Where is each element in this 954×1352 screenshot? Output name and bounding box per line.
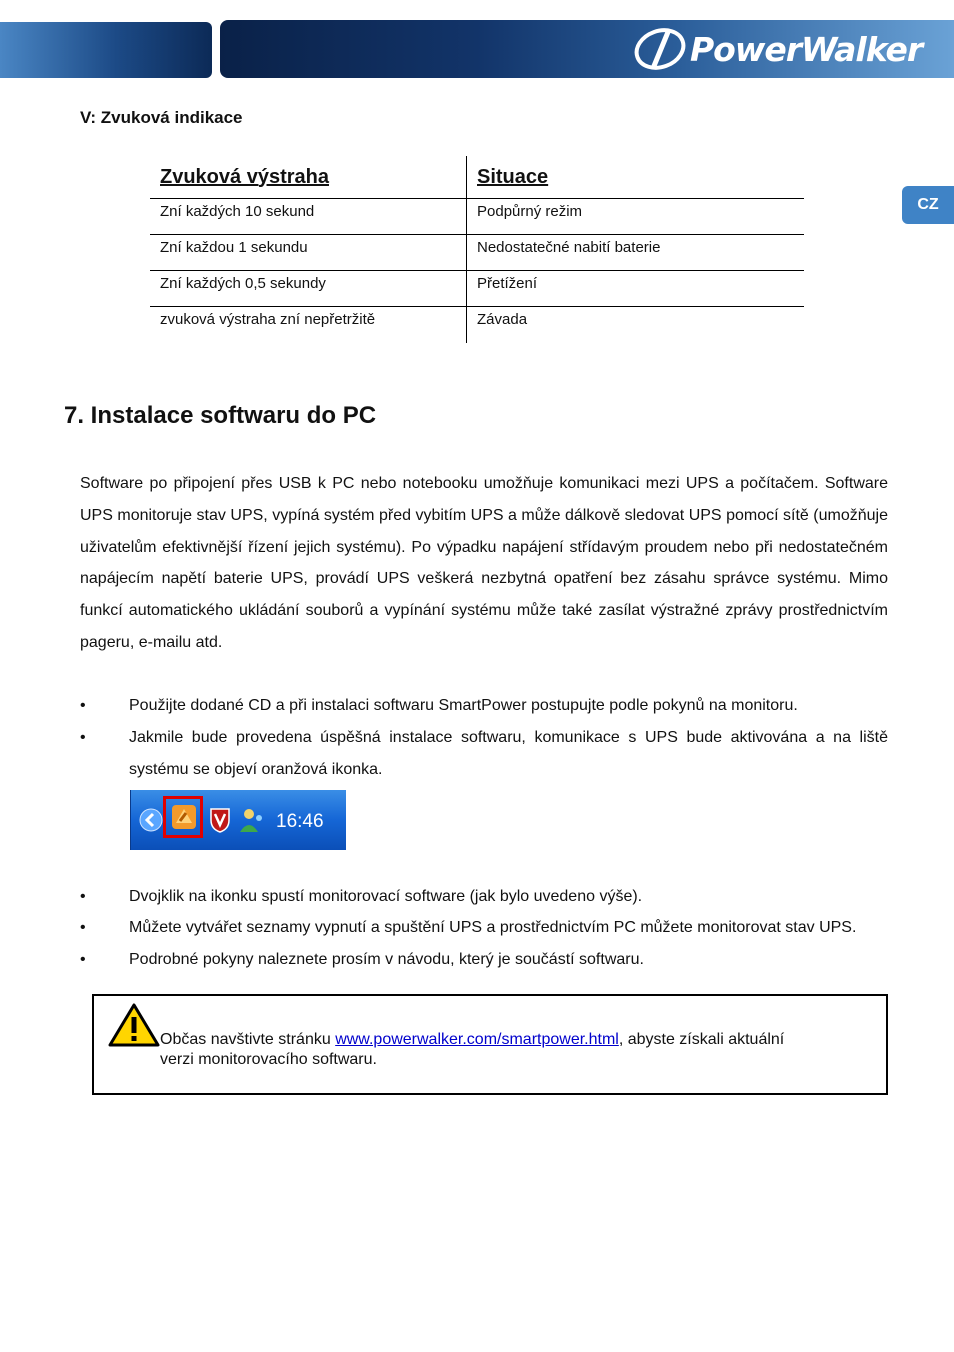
ups-tray-icon-highlight[interactable] [163, 796, 203, 838]
notice-text-after: , abyste získali aktuální [618, 1031, 785, 1048]
network-user-icon [237, 806, 265, 834]
list-item [80, 881, 888, 913]
list-item [80, 690, 888, 722]
notice-box [92, 994, 888, 1095]
system-tray-screenshot [130, 790, 346, 850]
list-item [80, 944, 888, 976]
page-header [0, 20, 954, 78]
table-row [150, 307, 804, 343]
intro-paragraph: Software po připojení přes USB k PC nebo notebooku umožňuje komunikaci mezi UPS a počítačem. Software UPS monitoruje stav UPS, vypíná systém před vybitím UPS a může dálkově sledovat UPS pomocí sítě (umožňuje uživatelům efektivnější řízení jejich systému). Po výpadku napájení střídavým proudem nebo při nedostatečném napájecím napětí baterie UPS, provádí UPS veškerá nezbytná opatření bez zásahu správce systému. Mimo funkcí automatického ukládání souborů a vypínání systému může také zasílat výstražné zprávy prostřednictvím pageru, e-mailu atd. [80, 475, 888, 651]
table-cell: Nedostatečné nabití baterie [467, 235, 805, 271]
section-v-title: V: Zvuková indikace [80, 108, 243, 127]
beep-indication-table [150, 156, 804, 343]
notice-text-line2: verzi monitorovacího softwaru. [160, 1051, 377, 1068]
table-cell: zvuková výstraha zní nepřetržitě [150, 307, 467, 343]
tray-chevron-icon [139, 808, 163, 832]
antivirus-shield-icon [209, 806, 231, 834]
logo-text: PowerWalker [690, 30, 923, 69]
column-header-beep: Zvuková výstraha [150, 156, 467, 199]
table-cell: Zní každou 1 sekundu [150, 235, 467, 271]
table-cell: Zní každých 0,5 sekundy [150, 271, 467, 307]
table-header-row [150, 156, 804, 199]
list-item-text: Dvojklik na ikonku spustí monitorovací software (jak bylo uvedeno výše). [129, 888, 643, 905]
table-cell: Zní každých 10 sekund [150, 199, 467, 235]
notice-text-before: Občas navštivte stránku [160, 1031, 336, 1048]
smartpower-link[interactable]: www.powerwalker.com/smartpower.html [335, 1031, 619, 1048]
table-row [150, 199, 804, 235]
header-left-bar [0, 22, 212, 78]
ups-orange-icon [170, 803, 198, 831]
list-item-text: Můžete vytvářet seznamy vypnutí a spuštění UPS a prostřednictvím PC můžete monitorovat stav UPS. [129, 919, 857, 936]
bullet-icon: • [80, 919, 86, 936]
bullet-icon: • [80, 888, 86, 905]
language-tab-cz[interactable]: CZ [902, 186, 954, 224]
list-item [80, 912, 888, 944]
powerwalker-logo [632, 26, 942, 72]
warning-triangle-icon [108, 1002, 160, 1048]
list-item-text: Použijte dodané CD a při instalaci softwaru SmartPower postupujte podle pokynů na monitoru. [129, 697, 798, 714]
list-item-text: Jakmile bude provedena úspěšná instalace softwaru, komunikace s UPS bude aktivována a na liště systému se objeví oranžová ikonka. [129, 729, 888, 778]
table-cell: Podpůrný režim [467, 199, 805, 235]
column-header-situation: Situace [467, 156, 805, 199]
list-item-text: Podrobné pokyny naleznete prosím v návodu, který je součástí softwaru. [129, 951, 644, 968]
logo-swoosh-icon [632, 26, 692, 72]
notice-text [160, 1029, 860, 1051]
table-row [150, 271, 804, 307]
list-item [80, 722, 888, 786]
bullet-icon: • [80, 697, 86, 714]
table-cell: Přetížení [467, 271, 805, 307]
section-7-title: 7. Instalace softwaru do PC [64, 402, 377, 429]
bullet-icon: • [80, 951, 86, 968]
table-cell: Závada [477, 311, 528, 328]
tray-clock: 16:46 [276, 811, 324, 832]
bullet-icon: • [80, 729, 86, 746]
table-row [150, 235, 804, 271]
